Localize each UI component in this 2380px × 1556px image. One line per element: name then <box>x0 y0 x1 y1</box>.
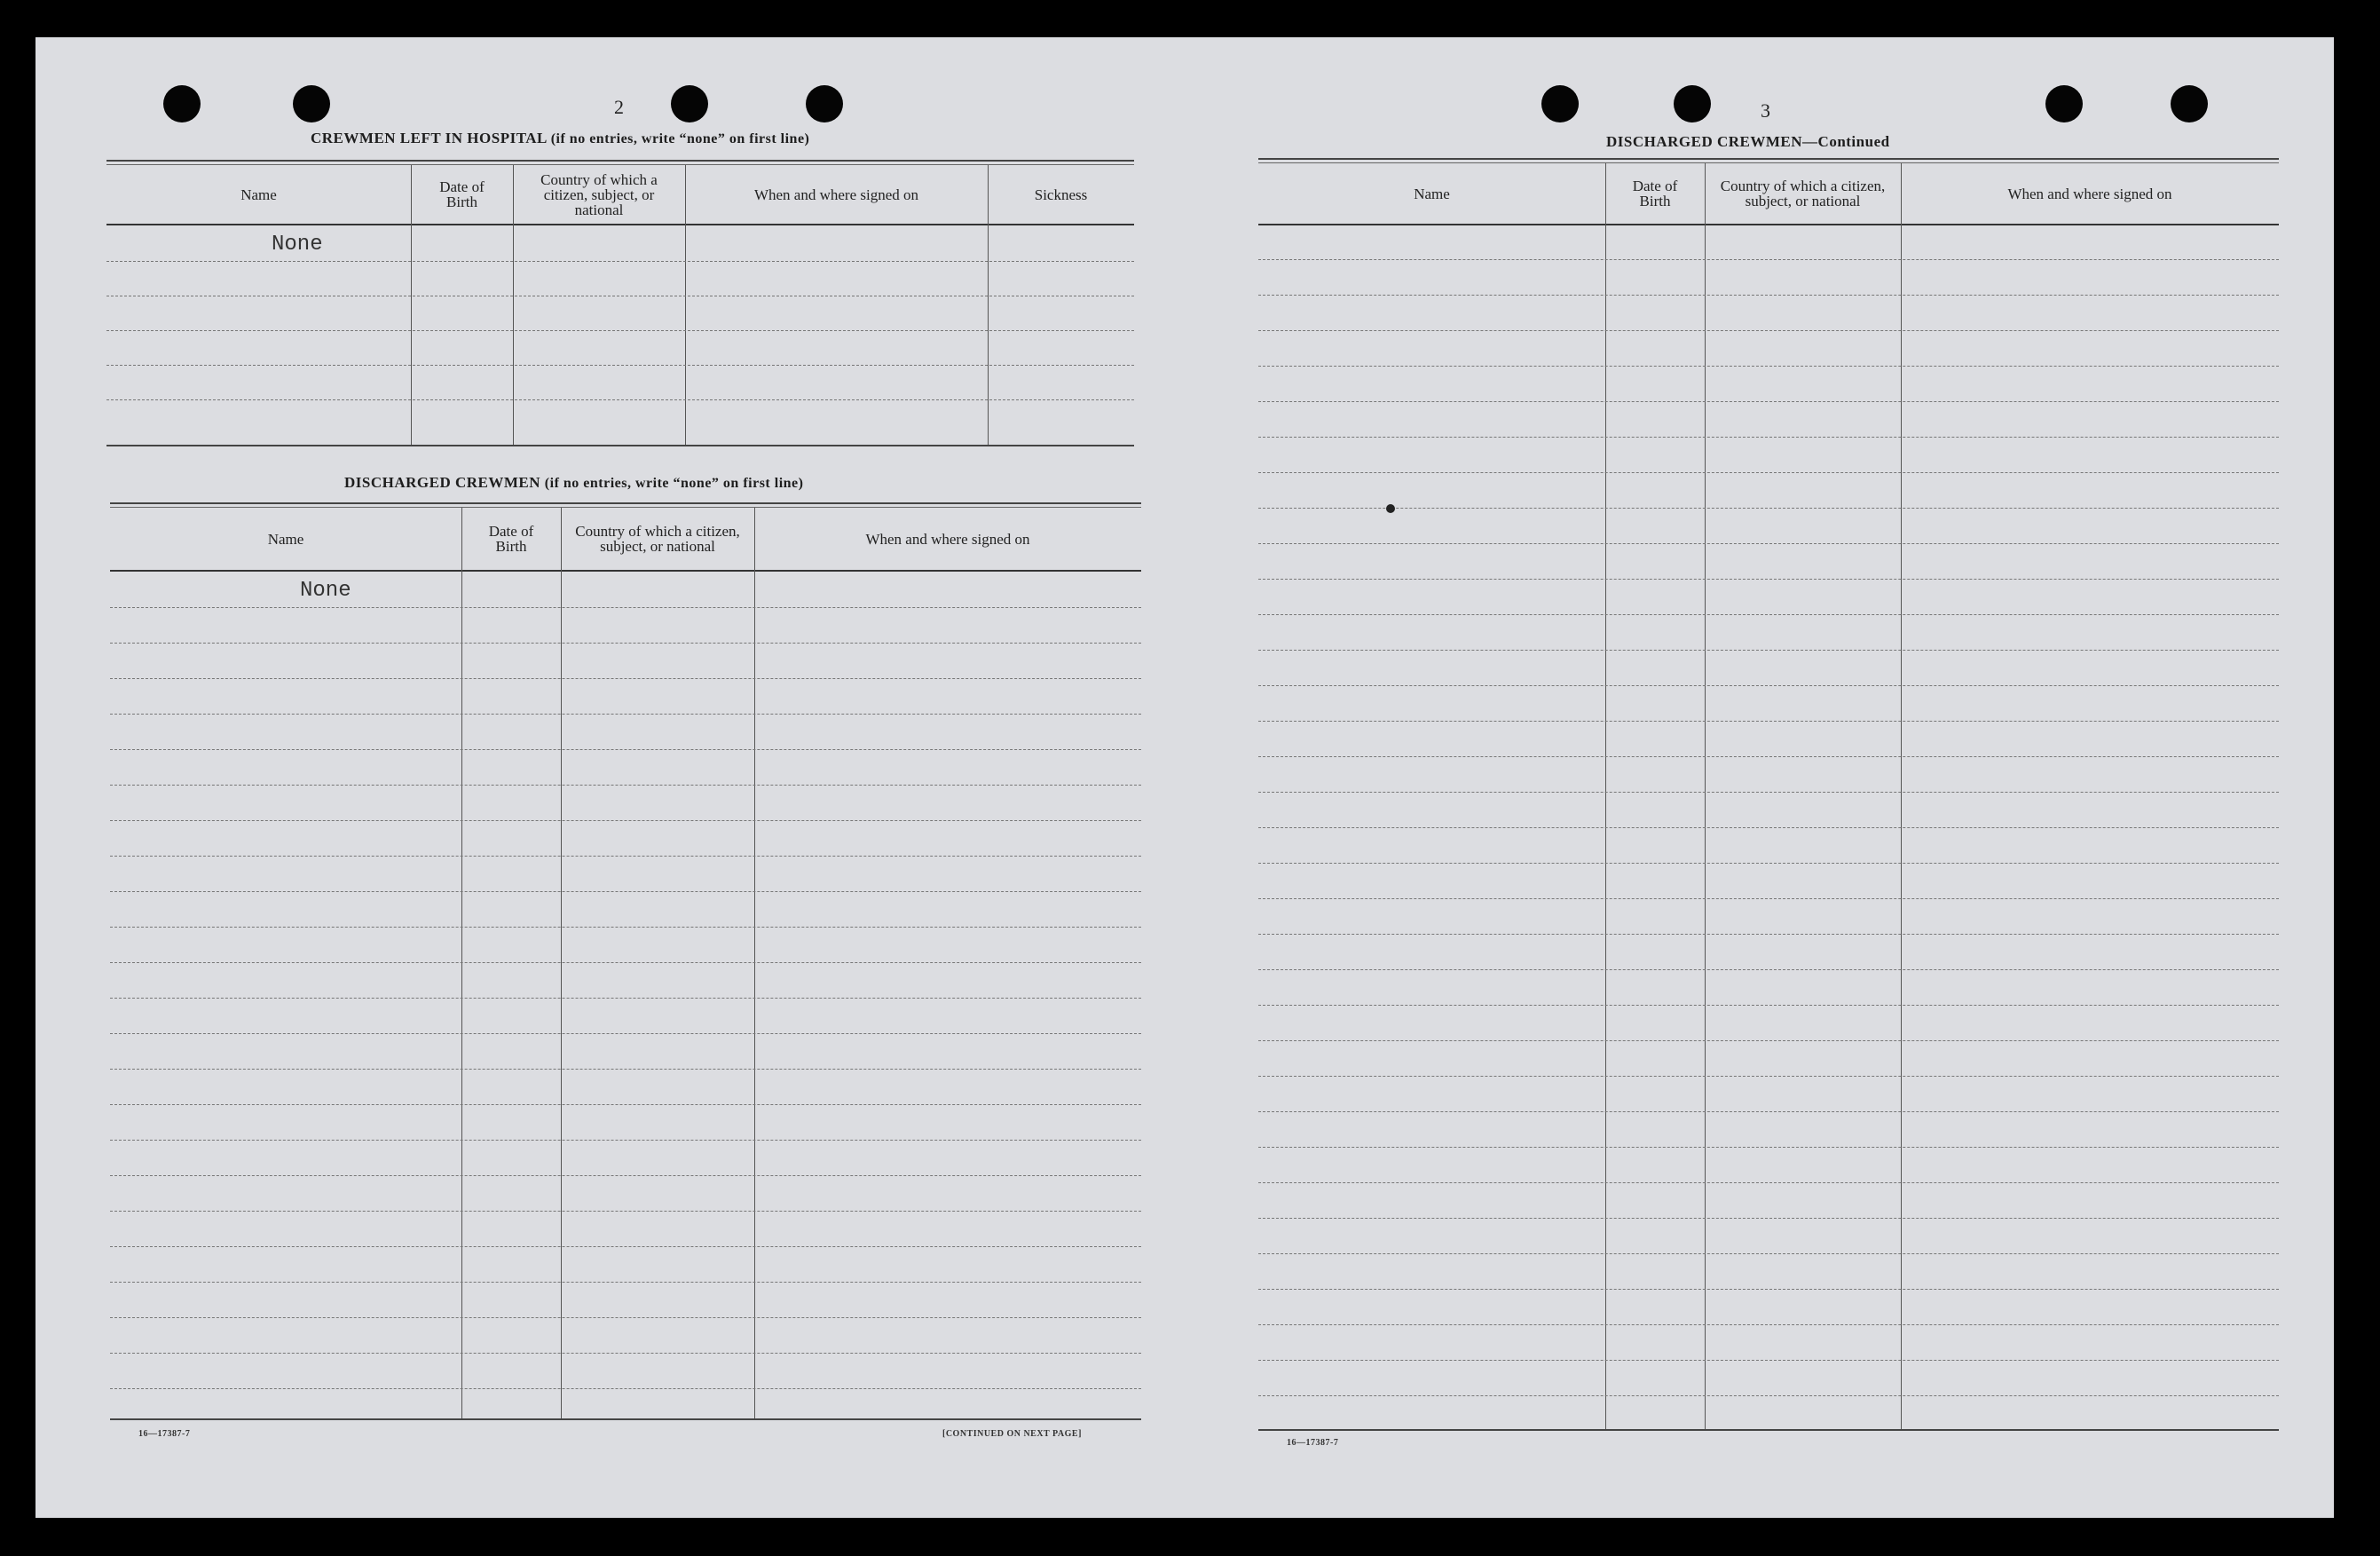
column-header-country: Country of which a citizen, subject, or national <box>575 523 740 555</box>
entry-none: None <box>300 579 351 603</box>
column-header-signed-on: When and where signed on <box>2007 185 2172 202</box>
hospital-table <box>106 160 1134 483</box>
section-title-note: (if no entries, write “none” on first line) <box>550 131 810 146</box>
row-rule <box>1258 1040 2279 1041</box>
table-top-rule <box>110 502 1141 504</box>
row-rule <box>110 1069 1141 1070</box>
row-rule <box>1258 614 2279 615</box>
punch-hole <box>1674 85 1711 122</box>
row-rule <box>110 749 1141 750</box>
discharged-continued-table <box>1258 158 2279 1461</box>
column-header-signed-on: When and where signed on <box>865 530 1030 548</box>
column-header-country: Country of which a citizen, subject, or national <box>1720 178 1886 209</box>
column-header-date-of-birth: Date of Birth <box>488 523 534 555</box>
continued-note: [CONTINUED ON NEXT PAGE] <box>942 1429 1082 1439</box>
row-rule <box>1258 259 2279 260</box>
table-top-rule <box>106 160 1134 162</box>
row-rule <box>1258 1111 2279 1112</box>
section-title-discharged <box>344 474 803 492</box>
row-rule <box>110 1033 1141 1034</box>
row-rule <box>110 891 1141 892</box>
row-rule <box>1258 898 2279 899</box>
row-rule <box>1258 1289 2279 1290</box>
row-rule <box>1258 508 2279 509</box>
column-header-name: Name <box>240 186 277 203</box>
punch-hole <box>2171 85 2208 122</box>
row-rule <box>110 785 1141 786</box>
row-rule <box>110 1317 1141 1318</box>
row-rule <box>1258 366 2279 367</box>
row-rule <box>1258 401 2279 402</box>
row-rule <box>1258 1395 2279 1396</box>
punch-hole <box>163 85 201 122</box>
column-header-country: Country of which a citizen, subject, or national <box>540 170 658 218</box>
row-rule <box>110 1388 1141 1389</box>
column-header-date-of-birth: Date of Birth <box>1632 178 1678 209</box>
row-rule <box>110 643 1141 644</box>
row-rule <box>110 856 1141 857</box>
row-rule <box>110 962 1141 963</box>
row-rule <box>1258 1253 2279 1254</box>
column-divider <box>1705 163 1706 1429</box>
section-title-text: DISCHARGED CREWMEN <box>344 474 541 491</box>
form-number: 16—17387-7 <box>138 1429 191 1439</box>
table-top-rule <box>1258 158 2279 160</box>
row-rule <box>1258 1360 2279 1361</box>
entry-none: None <box>272 233 323 257</box>
section-title-note: (if no entries, write “none” on first line) <box>544 476 804 491</box>
row-rule <box>1258 295 2279 296</box>
punch-hole <box>2045 85 2083 122</box>
row-rule <box>110 678 1141 679</box>
row-rule <box>110 607 1141 608</box>
row-rule <box>1258 1005 2279 1006</box>
row-rule <box>110 927 1141 928</box>
table-header-rule <box>110 570 1141 572</box>
row-rule <box>110 820 1141 821</box>
row-rule <box>1258 330 2279 331</box>
row-rule <box>106 365 1134 366</box>
row-rule <box>110 1104 1141 1105</box>
punch-hole <box>806 85 843 122</box>
row-rule <box>1258 756 2279 757</box>
row-rule <box>1258 472 2279 473</box>
row-rule <box>106 261 1134 262</box>
column-header-date-of-birth: Date of Birth <box>439 178 485 210</box>
column-header-sickness: Sickness <box>1034 186 1088 203</box>
row-rule <box>1258 1218 2279 1219</box>
row-rule <box>110 1175 1141 1176</box>
form-sheet <box>35 37 2334 1518</box>
row-rule <box>1258 685 2279 686</box>
row-rule <box>110 1282 1141 1283</box>
row-rule <box>1258 1324 2279 1325</box>
row-rule <box>110 1211 1141 1212</box>
row-rule <box>106 399 1134 400</box>
page-number: 3 <box>1761 99 1770 122</box>
row-rule <box>1258 650 2279 651</box>
row-rule <box>1258 792 2279 793</box>
row-rule <box>1258 969 2279 970</box>
column-divider <box>1605 163 1606 1429</box>
column-divider <box>1901 163 1902 1429</box>
column-header-name: Name <box>267 530 304 548</box>
row-rule <box>1258 1147 2279 1148</box>
table-bottom-rule <box>110 1418 1141 1420</box>
page-number: 2 <box>614 96 624 118</box>
section-title-text: CREWMEN LEFT IN HOSPITAL <box>311 130 547 146</box>
table-bottom-rule <box>1258 1429 2279 1431</box>
punch-hole <box>293 85 330 122</box>
section-title-discharged-continued: DISCHARGED CREWMEN—Continued <box>1606 133 1890 150</box>
row-rule <box>106 330 1134 331</box>
discharged-table <box>110 502 1141 1463</box>
section-title-hospital <box>311 130 809 147</box>
table-header-rule <box>1258 224 2279 225</box>
column-header-name: Name <box>1414 185 1450 202</box>
row-rule <box>1258 827 2279 828</box>
row-rule <box>1258 1182 2279 1183</box>
row-rule <box>1258 437 2279 438</box>
row-rule <box>1258 934 2279 935</box>
punch-hole <box>1541 85 1579 122</box>
row-rule <box>110 1246 1141 1247</box>
table-header-rule <box>106 224 1134 225</box>
ink-dot <box>1386 504 1395 513</box>
row-rule <box>110 1353 1141 1354</box>
row-rule <box>1258 579 2279 580</box>
table-bottom-rule <box>106 445 1134 446</box>
row-rule <box>110 998 1141 999</box>
form-number: 16—17387-7 <box>1287 1438 1339 1448</box>
column-header-signed-on: When and where signed on <box>753 186 919 203</box>
row-rule <box>1258 863 2279 864</box>
punch-hole <box>671 85 708 122</box>
row-rule <box>110 1140 1141 1141</box>
row-rule <box>110 714 1141 715</box>
row-rule <box>1258 1076 2279 1077</box>
row-rule <box>1258 721 2279 722</box>
row-rule <box>1258 543 2279 544</box>
